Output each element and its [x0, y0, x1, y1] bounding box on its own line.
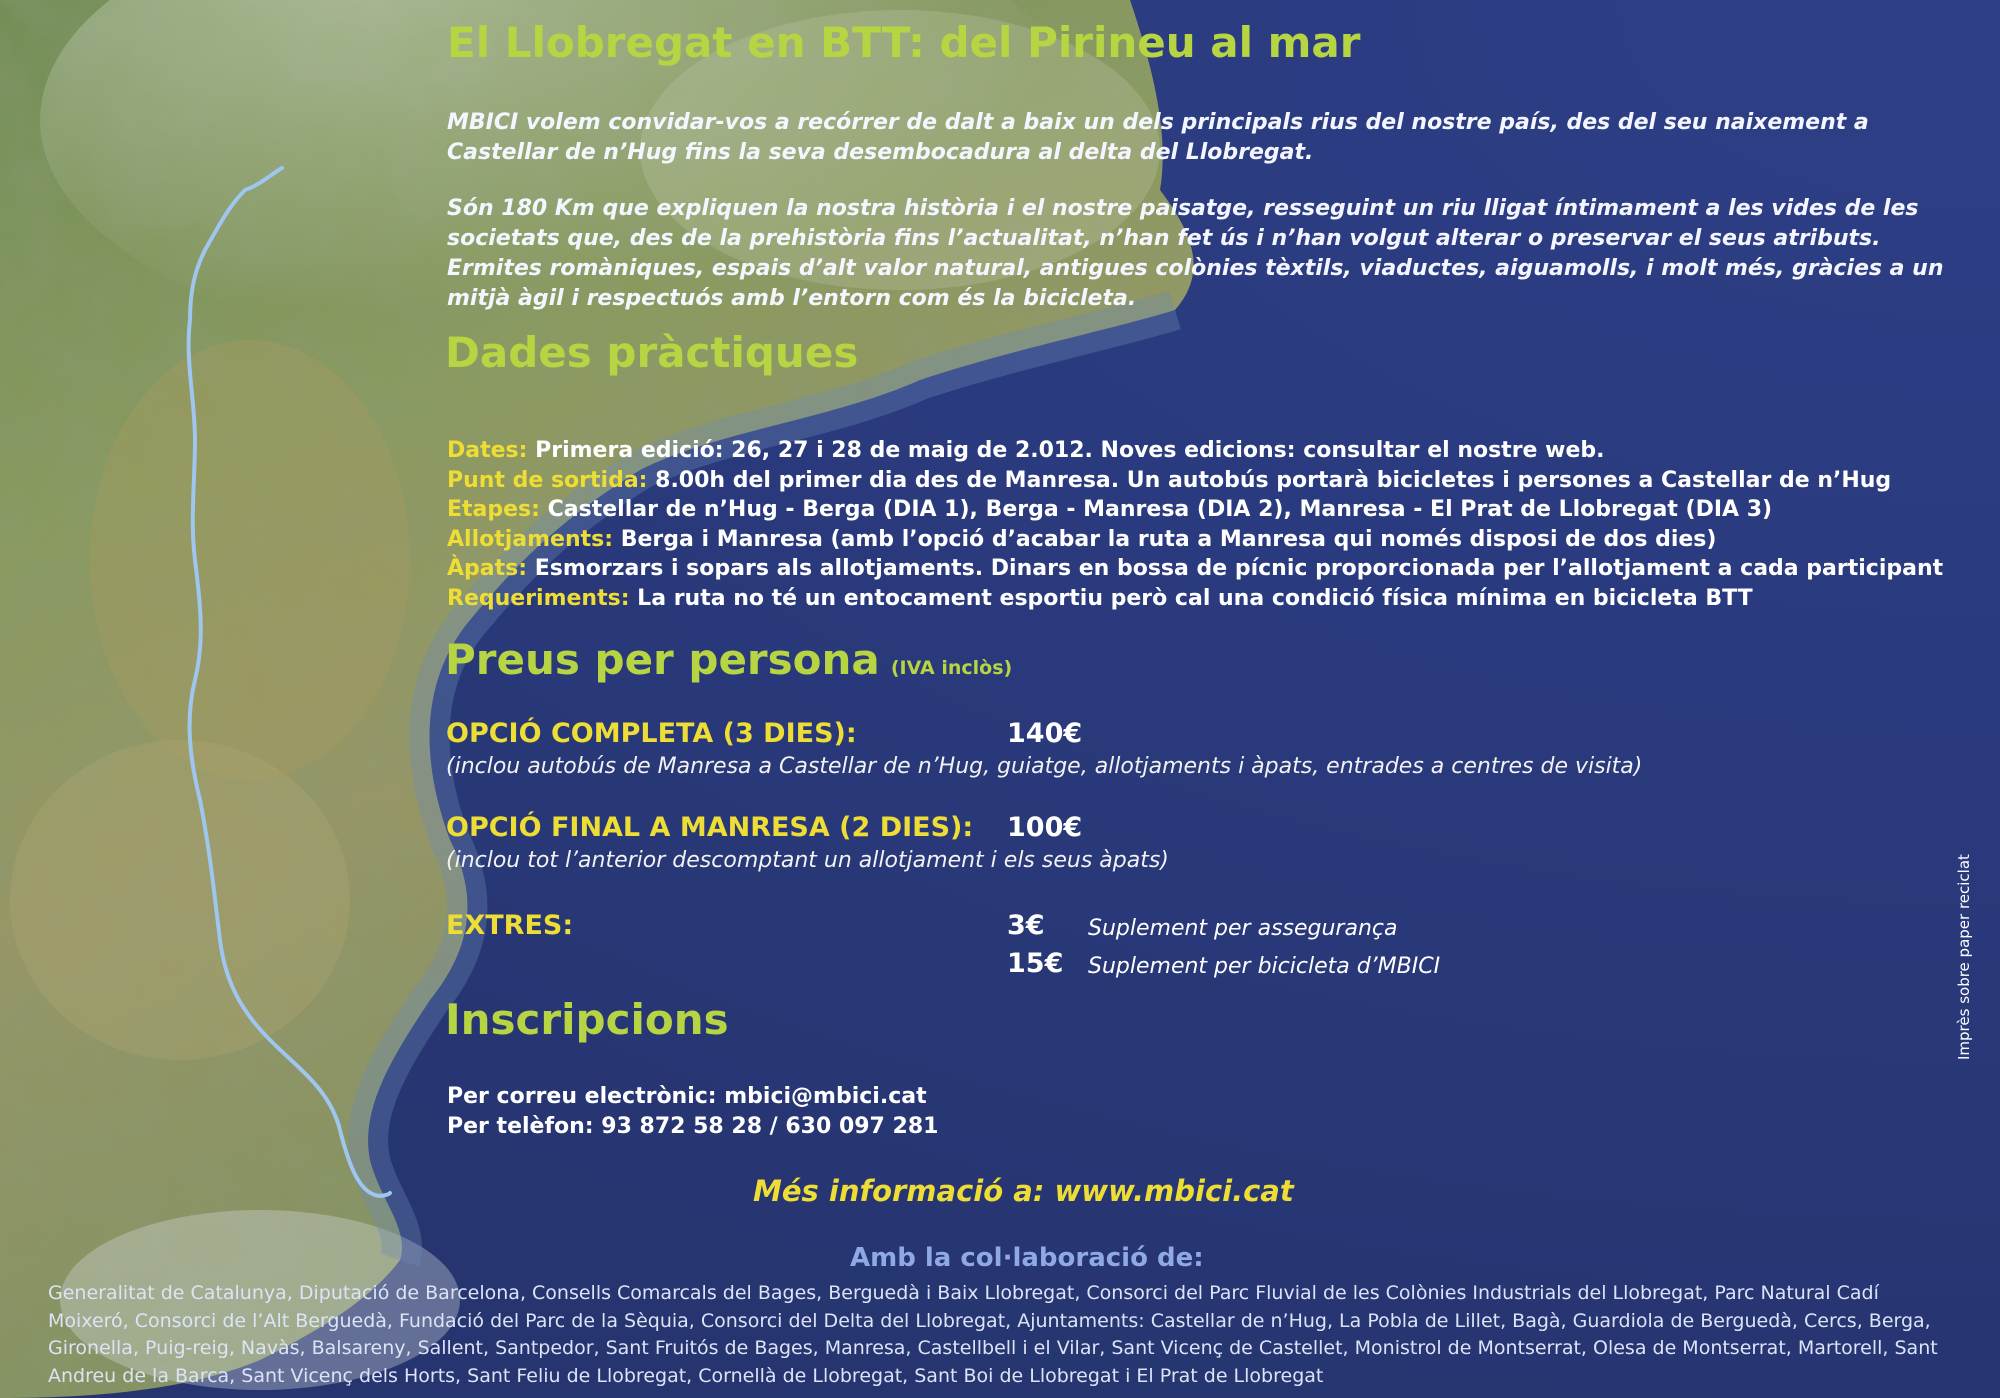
practical-text: Castellar de n’Hug - Berga (DIA 1), Berga - Manresa (DIA 2), Manresa - El Prat de Llobregat (DIA 3)	[547, 497, 1773, 522]
prices-heading: Preus per persona	[445, 635, 880, 684]
registration-phone: Per telèfon: 93 872 58 28 / 630 097 281	[447, 1114, 939, 1139]
registration-heading: Inscripcions	[445, 995, 729, 1044]
prices-heading-wrap	[445, 635, 1012, 684]
option-complete-note: (inclou autobús de Manresa a Castellar de n’Hug, guiatge, allotjaments i àpats, entrades a centres de visita)	[446, 754, 1643, 779]
practical-list	[447, 436, 1943, 613]
extras-label: EXTRES:	[446, 910, 574, 941]
practical-text: Esmorzars i sopars als allotjaments. Dinars en bossa de pícnic proporcionada per l’allotjament a cada participant	[534, 556, 1944, 581]
practical-row-lodging	[447, 525, 1943, 555]
collaboration-list: Generalitat de Catalunya, Diputació de Barcelona, Consells Comarcals del Bages, Berguedà i Baix Llobregat, Consorci del Parc Fluvial de les Colònies Industrials del Llobregat, Parc Natural Cadí Moixeró, Consorci de l’Alt Berguedà, Fundació del Parc de la Sèquia, Consorci del Delta del Llobregat, Ajuntaments: Castellar de n’Hug, La Pobla de Lillet, Bagà, Guardiola de Berguedà, Cercs, Berga, Gironella, Puig-reig, Navàs, Balsareny, Sallent, Santpedor, Sant Fruitós de Bages, Manresa, Castellbell i el Vilar, Sant Vicenç de Castellet, Monistrol de Montserrat, Olesa de Montserrat, Martorell, Sant Andreu de la Barca, Sant Vicenç dels Horts, Sant Feliu de Llobregat, Cornellà de Llobregat, Sant Boi de Llobregat i El Prat de Llobregat	[48, 1282, 1938, 1387]
practical-label: Etapes:	[447, 497, 540, 522]
practical-text: 8.00h del primer dia des de Manresa. Un autobús portarà bicicletes i persones a Castellar de n’Hug	[655, 467, 1892, 493]
practical-row-start	[447, 466, 1943, 496]
practical-row-dates	[447, 436, 1943, 466]
practical-label: Requeriments:	[447, 585, 630, 611]
practical-heading: Dades pràctiques	[445, 328, 859, 377]
collaboration-heading: Amb la col·laboració de:	[850, 1243, 1204, 1273]
practical-text: Primera edició: 26, 27 i 28 de maig de 2.012. Noves edicions: consultar el nostre web.	[535, 438, 1605, 463]
practical-row-requirements	[447, 584, 1943, 614]
extra-bike-desc: Suplement per bicicleta d’MBICI	[1088, 954, 1441, 979]
intro-paragraph-2: Són 180 Km que expliquen la nostra història i el nostre paisatge, resseguint un riu lligat íntimament a les vides de les societats que, des de la prehistòria fins l’actualitat, n’han fet ús i n’han volgut alterar o preservar el seus atributs. Ermites romàniques, espais d’alt valor natural, antigues colònies tèxtils, viaductes, aiguamolls, i molt més, gràcies a un mitjà àgil i respectuós amb l’entorn com és la bicicleta.	[447, 196, 1944, 311]
prices-heading-note: (IVA inclòs)	[890, 657, 1013, 679]
extra-insurance-desc: Suplement per assegurança	[1088, 916, 1398, 941]
option-complete-label: OPCIÓ COMPLETA (3 DIES):	[446, 718, 857, 749]
option-manresa-label: OPCIÓ FINAL A MANRESA (2 DIES):	[446, 812, 974, 843]
practical-row-meals	[447, 554, 1943, 584]
page-title: El Llobregat en BTT: del Pirineu al mar	[447, 18, 1361, 67]
option-manresa-note: (inclou tot l’anterior descomptant un allotjament i els seus àpats)	[446, 848, 1169, 873]
practical-text: Berga i Manresa (amb l’opció d’acabar la ruta a Manresa qui només disposi de dos dies)	[620, 526, 1717, 552]
recycled-paper-note: Imprès sobre paper reciclat	[1955, 854, 1973, 1060]
extra-insurance-price: 3€	[1007, 910, 1045, 941]
option-complete-price: 140€	[1007, 718, 1083, 749]
practical-label: Àpats:	[447, 556, 528, 581]
practical-row-stages	[447, 495, 1943, 525]
practical-text: La ruta no té un entocament esportiu però cal una condició física mínima en bicicleta BTT	[637, 585, 1753, 611]
option-manresa-price: 100€	[1007, 812, 1083, 843]
more-info-link[interactable]: Més informació a: www.mbici.cat	[753, 1174, 1294, 1208]
extra-bike-price: 15€	[1007, 948, 1064, 979]
practical-label: Punt de sortida:	[447, 467, 648, 493]
intro-paragraph-1: MBICI volem convidar-vos a recórrer de dalt a baix un dels principals rius del nostre país, des del seu naixement a Castellar de n’Hug fins la seva desembocadura al delta del Llobregat.	[447, 110, 1869, 165]
practical-label: Dates:	[447, 438, 528, 463]
registration-email: Per correu electrònic: mbici@mbici.cat	[447, 1084, 927, 1109]
practical-label: Allotjaments:	[447, 526, 614, 552]
